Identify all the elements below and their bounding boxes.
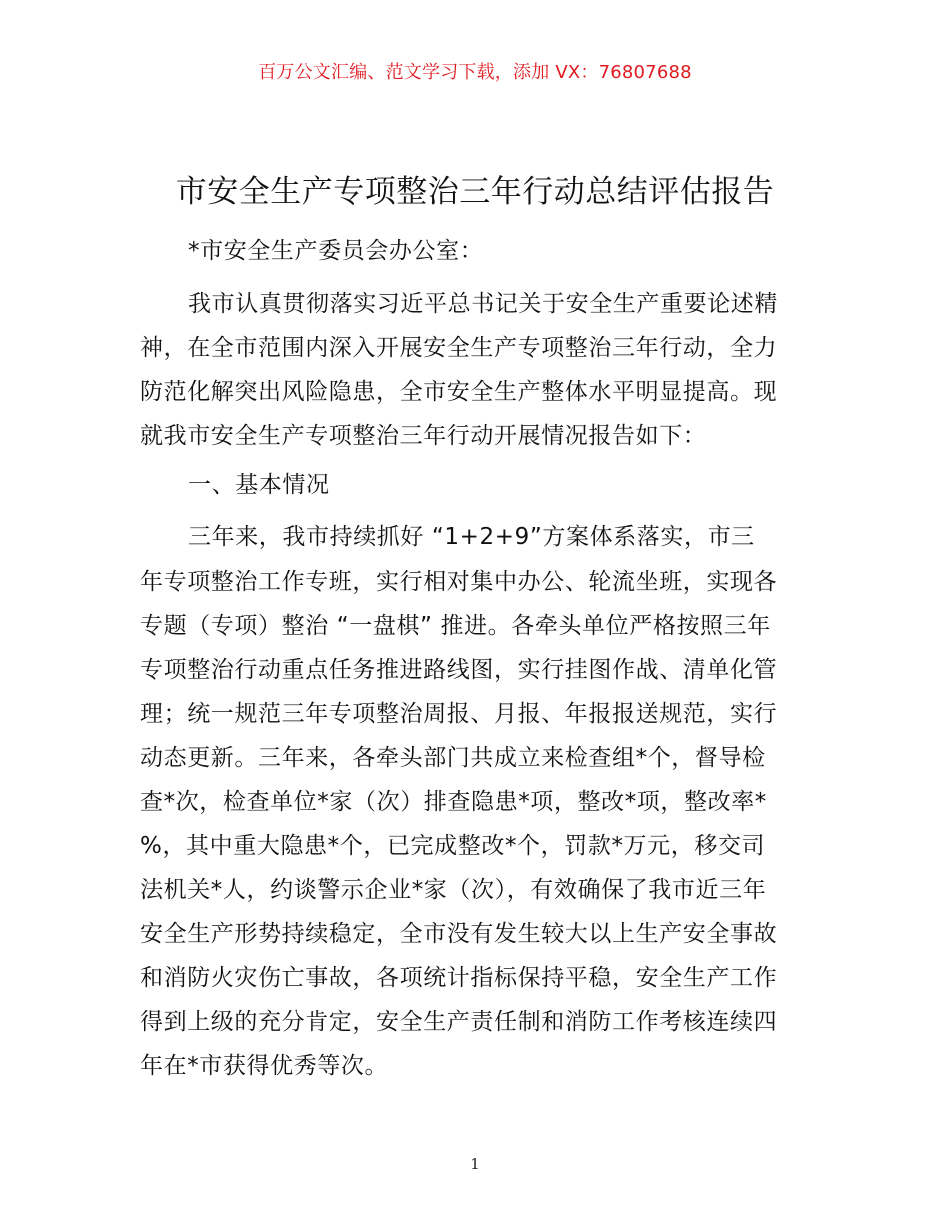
document-title: 市安全生产专项整治三年行动总结评估报告	[175, 174, 775, 210]
paragraph-2-line: 安全生产形势持续稳定，全市没有发生较大以上生产安全事故	[140, 921, 778, 947]
paragraph-2-line: 年在*市获得优秀等次。	[140, 1053, 389, 1079]
paragraph-2-line: 年专项整治工作专班，实行相对集中办公、轮流坐班，实现各	[140, 569, 778, 595]
paragraph-1-line: 神，在全市范围内深入开展安全生产专项整治三年行动，全力	[140, 335, 778, 361]
paragraph-1-line: 防范化解突出风险隐患，全市安全生产整体水平明显提高。现	[140, 379, 778, 405]
paragraph-2-line: 理；统一规范三年专项整治周报、月报、年报报送规范，实行	[140, 701, 778, 727]
paragraph-2-line: 和消防火灾伤亡事故，各项统计指标保持平稳，安全生产工作	[140, 965, 778, 991]
watermark-header: 百万公文汇编、范文学习下载，添加 VX：76807688	[258, 62, 692, 83]
paragraph-2-line: 查*次，检查单位*家（次）排查隐患*项，整改*项，整改率*	[140, 789, 767, 815]
paragraph-2-line: 动态更新。三年来，各牵头部门共成立来检查组*个，督导检	[140, 745, 766, 771]
paragraph-2-line: 三年来，我市持续抓好 “1+2+9”方案体系落实，市三	[188, 524, 755, 550]
paragraph-2-line: 专项整治行动重点任务推进路线图，实行挂图作战、清单化管	[140, 657, 778, 683]
paragraph-2-line: 得到上级的充分肯定，安全生产责任制和消防工作考核连续四	[140, 1009, 778, 1035]
paragraph-1-line: 就我市安全生产专项整治三年行动开展情况报告如下：	[140, 423, 707, 449]
paragraph-1-line: 我市认真贯彻落实习近平总书记关于安全生产重要论述精	[188, 291, 778, 317]
page-number: 1	[470, 1155, 480, 1173]
section-heading: 一、基本情况	[188, 472, 330, 498]
paragraph-2-line: 法机关*人，约谈警示企业*家（次），有效确保了我市近三年	[140, 877, 767, 903]
paragraph-2-line: 专题（专项）整治 “一盘棋” 推进。各牵头单位严格按照三年	[140, 613, 771, 639]
paragraph-2-line: %，其中重大隐患*个，已完成整改*个，罚款*万元，移交司	[140, 833, 766, 859]
addressee: *市安全生产委员会办公室：	[188, 238, 484, 264]
